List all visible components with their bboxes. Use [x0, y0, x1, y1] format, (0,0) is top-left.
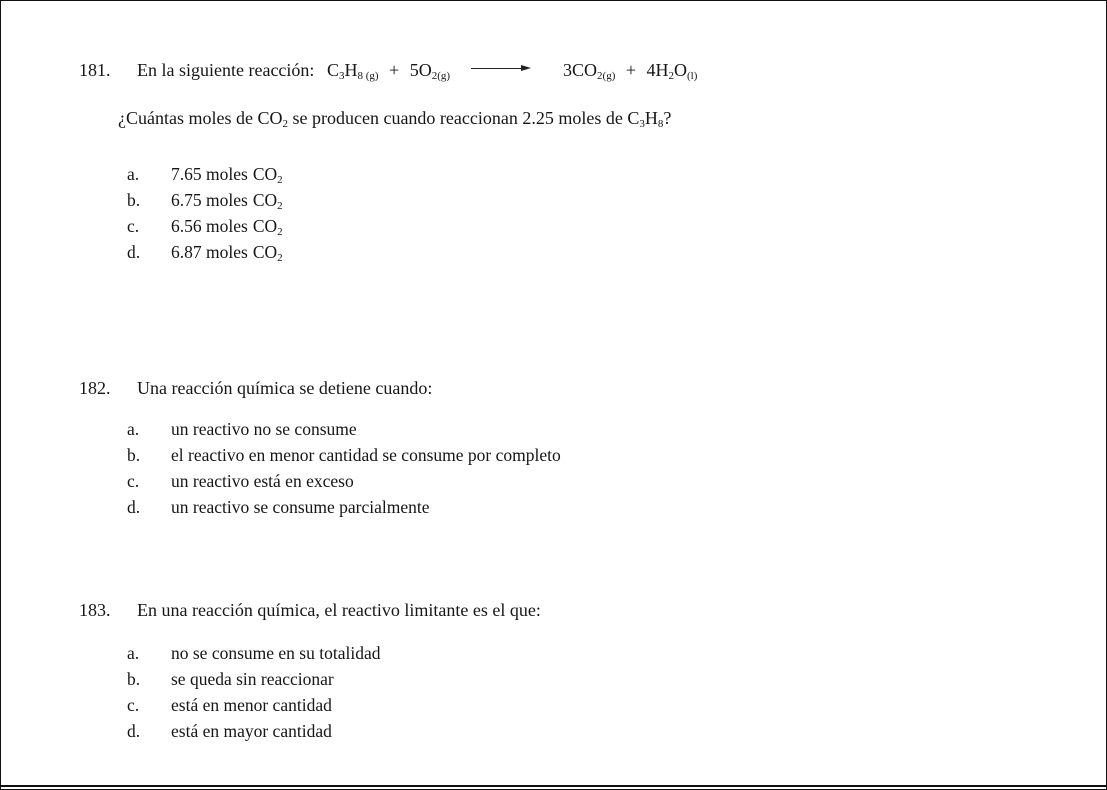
answer-option-b[interactable]: b. se queda sin reaccionar [127, 669, 334, 689]
reaction-arrow-icon [471, 64, 533, 74]
question-text: En una reacción química, el reactivo limitante es el que: [137, 600, 541, 620]
question-text: Una reacción química se detiene cuando: [137, 378, 433, 398]
answer-option-d[interactable]: d. un reactivo se consume parcialmente [127, 497, 430, 517]
answer-option-d[interactable]: d. 6.87 moles $CO_2$ [127, 242, 283, 264]
answer-option-a[interactable]: a. un reactivo no se consume [127, 419, 357, 439]
answer-option-a[interactable]: a. 7.65 moles $CO_2$ [127, 164, 283, 186]
chemical-equation: $C_3H_8$ $_{(g)} + 5O_{2(g)}$ $3CO_{2(g)} + 4H_2O_{(l)}$ [326, 60, 698, 82]
question-number: 183. [79, 600, 111, 620]
question-183-stem [79, 600, 541, 621]
question-181-prompt: ¿Cuántas moles de $CO_2$ se producen cuando reaccionan 2.25 moles de $C_3H_8$? [118, 108, 672, 130]
answer-option-d[interactable]: d. está en mayor cantidad [127, 721, 332, 741]
answer-option-b[interactable]: b. el reactivo en menor cantidad se consume por completo [127, 445, 561, 465]
answer-option-c[interactable]: c. está en menor cantidad [127, 695, 332, 715]
answer-options [127, 161, 283, 265]
bottom-divider [0, 785, 1107, 787]
answer-option-a[interactable]: a. no se consume en su totalidad [127, 643, 381, 663]
question-number: 181. [79, 60, 111, 80]
question-181-stem [79, 60, 697, 82]
question-182-stem [79, 378, 432, 399]
question-intro: En la siguiente reacción: [137, 60, 315, 80]
answer-option-b[interactable]: b. 6.75 moles $CO_2$ [127, 190, 283, 212]
answer-options [127, 416, 561, 520]
question-number: 182. [79, 378, 111, 398]
answer-option-c[interactable]: c. 6.56 moles $CO_2$ [127, 216, 283, 238]
answer-options [127, 640, 380, 744]
answer-option-c[interactable]: c. un reactivo está en exceso [127, 471, 354, 491]
